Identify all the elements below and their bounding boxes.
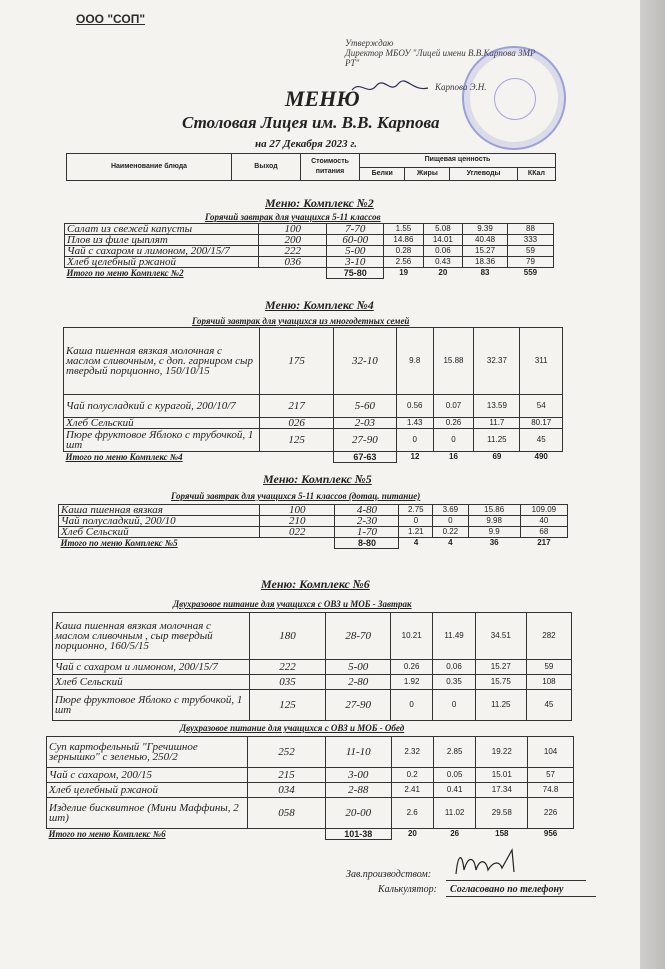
dish-cost: 7-70 — [327, 224, 384, 235]
dish-name: Изделие бисквитное (Мини Маффины, 2 шт) — [47, 798, 248, 829]
dish-name: Суп картофельный "Гречишное зернышко" с зеленью, 250/2 — [47, 737, 248, 768]
dish-protein: 0 — [390, 690, 432, 721]
dish-yield: 035 — [249, 675, 326, 690]
complex5-subtitle: Горячий завтрак для учащихся 5-11 классов (дотац. питание) — [171, 491, 421, 501]
dish-carbs: 15.75 — [475, 675, 526, 690]
dish-carbs: 19.22 — [476, 737, 528, 768]
dish-carbs: 11.25 — [474, 429, 520, 452]
dish-fat: 0 — [433, 516, 468, 527]
total-label: Итого по меню Комплекс №2 — [66, 268, 184, 279]
dish-protein: 2.75 — [399, 505, 433, 516]
total-row — [65, 268, 554, 279]
total-protein: 4 — [413, 538, 419, 548]
dish-protein: 1.55 — [384, 224, 423, 235]
total-row — [47, 829, 574, 840]
total-cost: 101-38 — [325, 829, 391, 840]
total-carbs: 158 — [495, 829, 509, 839]
header-name: Наименование блюда — [67, 154, 232, 181]
dish-yield: 036 — [259, 257, 327, 268]
total-kcal: 956 — [543, 829, 558, 839]
complex6-breakfast-table — [52, 612, 572, 721]
dish-carbs: 15.27 — [475, 660, 526, 675]
complex6-lunch-table — [46, 736, 574, 840]
dish-cost: 4-80 — [335, 505, 399, 516]
dish-carbs: 9.9 — [468, 527, 520, 538]
total-label: Итого по меню Комплекс №5 — [60, 538, 178, 549]
dish-kcal: 59 — [526, 660, 571, 675]
complex6-title: Меню: Комплекс №6 — [261, 577, 370, 591]
dish-fat: 11.49 — [433, 613, 475, 660]
dish-name: Хлеб целебный ржаной — [65, 257, 259, 268]
dish-fat: 0.06 — [423, 246, 462, 257]
dish-protein: 1.43 — [396, 418, 433, 429]
table-row — [53, 690, 572, 721]
total-row — [59, 538, 568, 549]
dish-protein: 0.28 — [384, 246, 423, 257]
dish-kcal: 57 — [528, 768, 574, 783]
dish-carbs: 18.36 — [463, 257, 508, 268]
dish-kcal: 104 — [528, 737, 574, 768]
dish-cost: 2-30 — [335, 516, 399, 527]
total-carbs: 69 — [492, 452, 502, 462]
total-fat: 16 — [449, 452, 458, 462]
dish-cost: 5-60 — [333, 395, 396, 418]
table-row — [65, 246, 554, 257]
approval-line-2: Директор МБОУ "Лицей имени В.В.Карпова ЗМР РТ" — [345, 48, 536, 68]
dish-kcal: 59 — [507, 246, 553, 257]
total-cost: 8-80 — [335, 538, 399, 549]
dish-kcal: 80.17 — [520, 418, 563, 429]
complex6-lunch-subtitle: Двухразовое питание для учащихся с ОВЗ и МОБ - Обед — [180, 723, 405, 733]
menu-date: на 27 Декабря 2023 г. — [255, 138, 357, 150]
total-label: Итого по меню Комплекс №4 — [65, 452, 183, 463]
complex4-title: Меню: Комплекс №4 — [265, 298, 374, 312]
dish-yield: 022 — [260, 527, 335, 538]
dish-name: Каша пшенная вязкая молочная с маслом сливочным , сыр твердый порционно, 160/5/15 — [53, 613, 250, 660]
table-row — [64, 395, 563, 418]
dish-name: Чай с сахаром и лимоном, 200/15/7 — [65, 246, 259, 257]
dish-protein: 2.32 — [391, 737, 433, 768]
table-row — [65, 224, 554, 235]
dish-yield: 200 — [259, 235, 327, 246]
dish-protein: 2.56 — [384, 257, 423, 268]
dish-kcal: 68 — [520, 527, 567, 538]
dish-kcal: 108 — [526, 675, 571, 690]
table-row — [59, 516, 568, 527]
total-protein: 12 — [410, 452, 420, 462]
dish-kcal: 88 — [507, 224, 553, 235]
dish-kcal: 311 — [520, 328, 563, 395]
total-row — [64, 452, 563, 463]
dish-cost: 20-00 — [325, 798, 391, 829]
dish-cost: 5-00 — [326, 660, 390, 675]
complex2-title: Меню: Комплекс №2 — [265, 196, 374, 210]
dish-carbs: 40.48 — [463, 235, 508, 246]
dish-protein: 0.2 — [391, 768, 433, 783]
dish-yield: 100 — [259, 224, 327, 235]
table-row — [65, 257, 554, 268]
dish-carbs: 15.86 — [468, 505, 520, 516]
total-fat: 20 — [438, 268, 448, 278]
dish-name: Чай полусладкий, 200/10 — [59, 516, 260, 527]
dish-name: Пюре фруктовое Яблоко с трубочкой, 1 шт — [53, 690, 250, 721]
total-label: Итого по меню Комплекс №6 — [48, 829, 166, 840]
header-table — [66, 153, 556, 181]
dish-name: Чай с сахаром и лимоном, 200/15/7 — [53, 660, 250, 675]
dish-yield: 215 — [248, 768, 326, 783]
dish-carbs: 11.7 — [474, 418, 520, 429]
table-row — [64, 328, 563, 395]
table-row — [65, 235, 554, 246]
dish-cost: 2-80 — [326, 675, 390, 690]
dish-fat: 5.08 — [423, 224, 462, 235]
dish-kcal: 79 — [507, 257, 553, 268]
dish-kcal: 45 — [526, 690, 571, 721]
dish-fat: 15.88 — [433, 328, 474, 395]
dish-kcal: 74.8 — [528, 783, 574, 798]
dish-name: Чай с сахаром, 200/15 — [47, 768, 248, 783]
total-cost: 67-63 — [333, 452, 396, 463]
total-kcal: 559 — [523, 268, 538, 278]
table-row — [59, 527, 568, 538]
dish-fat: 0 — [433, 429, 474, 452]
table-row — [47, 798, 574, 829]
dish-cost: 1-70 — [335, 527, 399, 538]
page-edge — [640, 0, 665, 969]
dish-name: Хлеб Сельский — [59, 527, 260, 538]
dish-yield: 222 — [249, 660, 326, 675]
dish-fat: 11.02 — [433, 798, 476, 829]
dish-name: Хлеб Сельский — [53, 675, 250, 690]
dish-cost: 3-10 — [327, 257, 384, 268]
dish-protein: 0.56 — [396, 395, 433, 418]
dish-fat: 0.41 — [433, 783, 476, 798]
complex5-title: Меню: Комплекс №5 — [263, 472, 372, 486]
dish-kcal: 333 — [507, 235, 553, 246]
dish-yield: 125 — [260, 429, 334, 452]
dish-fat: 0.07 — [433, 395, 474, 418]
table-row — [47, 737, 574, 768]
approval-line-1: Утверждаю — [345, 38, 394, 48]
dish-fat: 0 — [433, 690, 475, 721]
organization-name: ООО "СОП" — [76, 12, 146, 26]
dish-protein: 2.6 — [391, 798, 433, 829]
header-kcal: ККал — [517, 167, 555, 181]
dish-yield: 026 — [260, 418, 334, 429]
complex6-breakfast-subtitle: Двухразовое питание для учащихся с ОВЗ и МОБ - Завтрак — [173, 599, 412, 609]
dish-yield: 125 — [249, 690, 326, 721]
dish-carbs: 15.27 — [463, 246, 508, 257]
dish-cost: 2-88 — [325, 783, 391, 798]
dish-yield: 252 — [248, 737, 326, 768]
header-cost: Стоимость питания — [301, 154, 360, 181]
dish-cost: 27-90 — [326, 690, 390, 721]
dish-carbs: 9.39 — [463, 224, 508, 235]
dish-cost: 60-00 — [327, 235, 384, 246]
dish-fat: 0.26 — [433, 418, 474, 429]
dish-protein: 10.21 — [390, 613, 432, 660]
director-signature-icon — [350, 78, 430, 98]
dish-cost: 3-00 — [325, 768, 391, 783]
calculator-line — [446, 896, 596, 897]
total-kcal: 490 — [534, 452, 548, 462]
header-yield: Выход — [232, 154, 301, 181]
dish-yield: 210 — [260, 516, 335, 527]
total-cost: 75-80 — [327, 268, 384, 279]
dish-kcal: 109.09 — [520, 505, 567, 516]
dish-protein: 0 — [399, 516, 433, 527]
dish-cost: 27-90 — [333, 429, 396, 452]
dish-protein: 1.92 — [390, 675, 432, 690]
total-fat: 26 — [450, 829, 460, 839]
dish-fat: 0.43 — [423, 257, 462, 268]
table-row — [59, 505, 568, 516]
total-fat: 4 — [448, 538, 453, 548]
complex4-subtitle: Горячий завтрак для учащихся из многодетных семей — [192, 316, 410, 326]
total-protein: 20 — [407, 829, 417, 839]
header-nutrition: Пищевая ценность — [360, 154, 556, 168]
complex2-table — [64, 223, 554, 279]
dish-fat: 3.69 — [433, 505, 468, 516]
table-row — [47, 783, 574, 798]
dish-protein: 9.8 — [396, 328, 433, 395]
dish-yield: 180 — [249, 613, 326, 660]
production-manager-label: Зав.производством: — [346, 869, 432, 880]
dish-name: Пюре фруктовое Яблоко с трубочкой, 1 шт — [64, 429, 260, 452]
dish-yield: 034 — [248, 783, 326, 798]
dish-carbs: 17.34 — [476, 783, 528, 798]
dish-name: Салат из свежей капусты — [65, 224, 259, 235]
dish-protein: 0.26 — [390, 660, 432, 675]
complex2-subtitle: Горячий завтрак для учащихся 5-11 классов — [205, 212, 381, 222]
production-signature-icon — [452, 846, 532, 880]
table-row — [53, 613, 572, 660]
production-signature-line — [446, 880, 586, 881]
dish-fat: 0.05 — [433, 768, 476, 783]
dish-name: Чай полусладкий с курагой, 200/10/7 — [64, 395, 260, 418]
dish-yield: 222 — [259, 246, 327, 257]
dish-name: Плов из филе цыплят — [65, 235, 259, 246]
total-carbs: 83 — [480, 268, 490, 278]
dish-protein: 2.41 — [391, 783, 433, 798]
dish-carbs: 34.51 — [475, 613, 526, 660]
complex4-table — [63, 327, 563, 463]
total-carbs: 36 — [489, 538, 499, 548]
dish-cost: 11-10 — [325, 737, 391, 768]
dish-carbs: 15.01 — [476, 768, 528, 783]
header-carbs: Углеводы — [450, 167, 518, 181]
dish-fat: 14.01 — [423, 235, 462, 246]
table-row — [64, 418, 563, 429]
dish-protein: 1.21 — [399, 527, 433, 538]
dish-cost: 28-70 — [326, 613, 390, 660]
dish-name: Каша пшенная вязкая молочная с маслом сливочным, с доп. гарниром сыр твердый порционно, 150/10/15 — [64, 328, 260, 395]
dish-yield: 058 — [248, 798, 326, 829]
dish-cost: 5-00 — [327, 246, 384, 257]
header-fat: Жиры — [405, 167, 450, 181]
dish-yield: 100 — [260, 505, 335, 516]
dish-kcal: 282 — [526, 613, 571, 660]
dish-kcal: 54 — [520, 395, 563, 418]
table-row — [64, 429, 563, 452]
dish-carbs: 13.59 — [474, 395, 520, 418]
page-title: МЕНЮ — [285, 86, 360, 111]
dish-name: Хлеб Сельский — [64, 418, 260, 429]
table-row — [53, 675, 572, 690]
dish-fat: 2.85 — [433, 737, 476, 768]
dish-protein: 0 — [396, 429, 433, 452]
calculator-value: Согласовано по телефону — [450, 884, 564, 895]
dish-cost: 2-03 — [333, 418, 396, 429]
dish-fat: 0.22 — [433, 527, 468, 538]
calculator-label: Калькулятор: — [378, 884, 437, 895]
dish-kcal: 45 — [520, 429, 563, 452]
dish-name: Хлеб целебный ржаной — [47, 783, 248, 798]
header-protein: Белки — [360, 167, 405, 181]
dish-carbs: 32.37 — [474, 328, 520, 395]
total-kcal: 217 — [537, 538, 551, 548]
dish-yield: 217 — [260, 395, 334, 418]
dish-protein: 14.86 — [384, 235, 423, 246]
dish-kcal: 40 — [520, 516, 567, 527]
dish-name: Каша пшенная вязкая — [59, 505, 260, 516]
table-row — [53, 660, 572, 675]
dish-carbs: 9.98 — [468, 516, 520, 527]
stamp-icon — [462, 46, 566, 150]
dish-yield: 175 — [260, 328, 334, 395]
dish-carbs: 29.58 — [476, 798, 528, 829]
dish-fat: 0.35 — [433, 675, 475, 690]
table-row — [47, 768, 574, 783]
dish-cost: 32-10 — [333, 328, 396, 395]
dish-carbs: 11.25 — [475, 690, 526, 721]
total-protein: 19 — [399, 268, 409, 278]
approval-name: Карпова Э.Н. — [435, 82, 487, 92]
page-subtitle: Столовая Лицея им. В.В. Карпова — [182, 113, 440, 132]
dish-kcal: 226 — [528, 798, 574, 829]
dish-fat: 0.06 — [433, 660, 475, 675]
complex5-table — [58, 504, 568, 549]
